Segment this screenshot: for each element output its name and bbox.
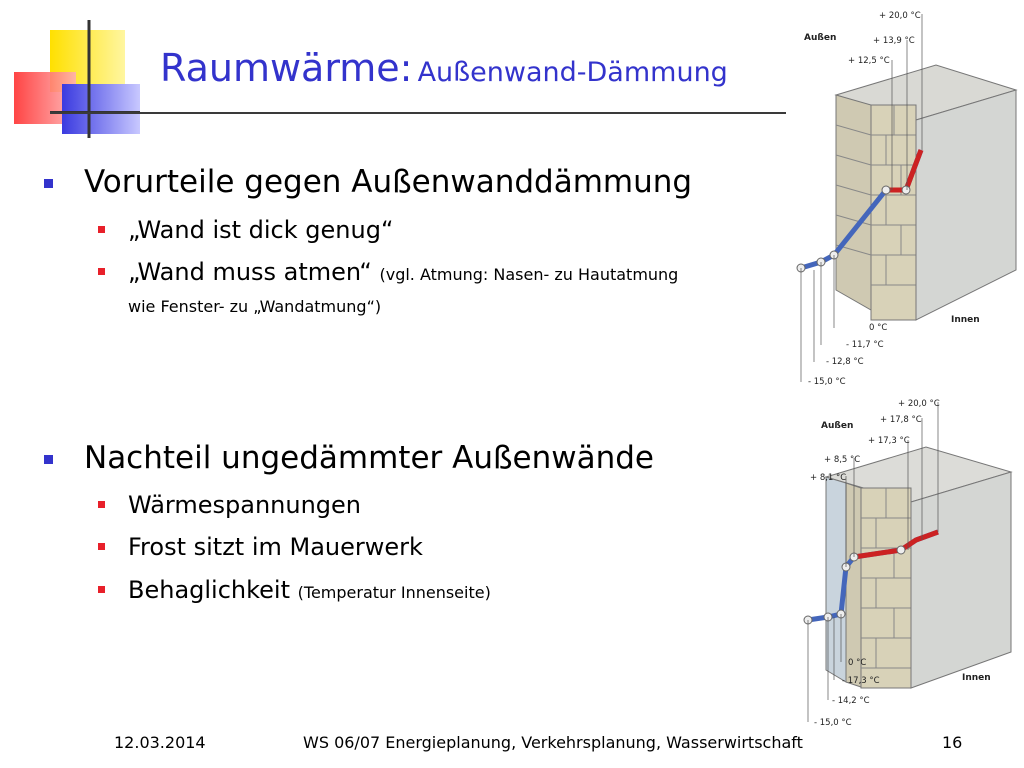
bullet-square-icon xyxy=(98,226,105,233)
footer-date: 12.03.2014 xyxy=(114,733,206,752)
label-inside: Innen xyxy=(951,315,980,325)
temp-label: - 15,0 °C xyxy=(814,718,852,728)
subbullet-note: (Temperatur Innenseite) xyxy=(297,583,491,602)
bullet-square-icon xyxy=(44,455,53,464)
label-inside: Innen xyxy=(962,673,991,683)
title-main: Raumwärme: xyxy=(160,46,413,90)
subbullet-text: Wärmespannungen xyxy=(128,491,361,519)
bullet-text: Nachteil ungedämmter Außenwände xyxy=(84,440,654,476)
temp-label: 0 °C xyxy=(848,658,867,668)
slide-title xyxy=(160,46,728,90)
temp-label: + 8,5 °C xyxy=(824,455,861,465)
temp-label: - 17,3 °C xyxy=(842,676,880,686)
bullet-square-icon xyxy=(98,543,105,550)
footer-page-number: 16 xyxy=(942,733,963,752)
temp-label: + 17,3 °C xyxy=(868,436,910,446)
wall-diagram-insulated xyxy=(786,392,1024,732)
subbullet-text: „Wand ist dick genug“ xyxy=(128,216,394,244)
title-divider xyxy=(50,112,790,114)
bullet-square-icon xyxy=(44,179,53,188)
label-outside: Außen xyxy=(804,33,837,43)
slide-logo xyxy=(0,0,140,140)
bullet-square-icon xyxy=(98,586,105,593)
subbullet-text: Frost sitzt im Mauerwerk xyxy=(128,533,423,561)
temp-label: - 14,2 °C xyxy=(832,696,870,706)
label-outside: Außen xyxy=(821,421,854,431)
bullet-square-icon xyxy=(98,268,105,275)
temp-label: + 13,9 °C xyxy=(873,36,915,46)
temp-label: - 15,0 °C xyxy=(808,377,846,387)
bullet-text: Vorurteile gegen Außenwanddämmung xyxy=(84,164,693,200)
temp-label: + 8,1 °C xyxy=(810,473,847,483)
temp-label: + 20,0 °C xyxy=(898,399,940,409)
temp-label: - 11,7 °C xyxy=(846,340,884,350)
footer-course: WS 06/07 Energieplanung, Verkehrsplanung, Wasserwirtschaft xyxy=(303,733,803,752)
temp-label: + 17,8 °C xyxy=(880,415,922,425)
temp-label: + 12,5 °C xyxy=(848,56,890,66)
subbullet-note: (vgl. Atmung: Nasen- zu Hautatmung xyxy=(379,265,679,284)
title-sub: Außenwand-Dämmung xyxy=(417,57,728,88)
subbullet-text: Behaglichkeit xyxy=(128,576,291,604)
wall-diagram-uninsulated xyxy=(786,0,1024,390)
temp-label: + 20,0 °C xyxy=(879,11,921,21)
subbullet-text: „Wand muss atmen“ xyxy=(128,258,372,286)
subbullet-note-continued: wie Fenster- zu „Wandatmung“) xyxy=(128,297,382,316)
temp-label: - 12,8 °C xyxy=(826,357,864,367)
temp-label: 0 °C xyxy=(869,323,888,333)
bullet-square-icon xyxy=(98,501,105,508)
